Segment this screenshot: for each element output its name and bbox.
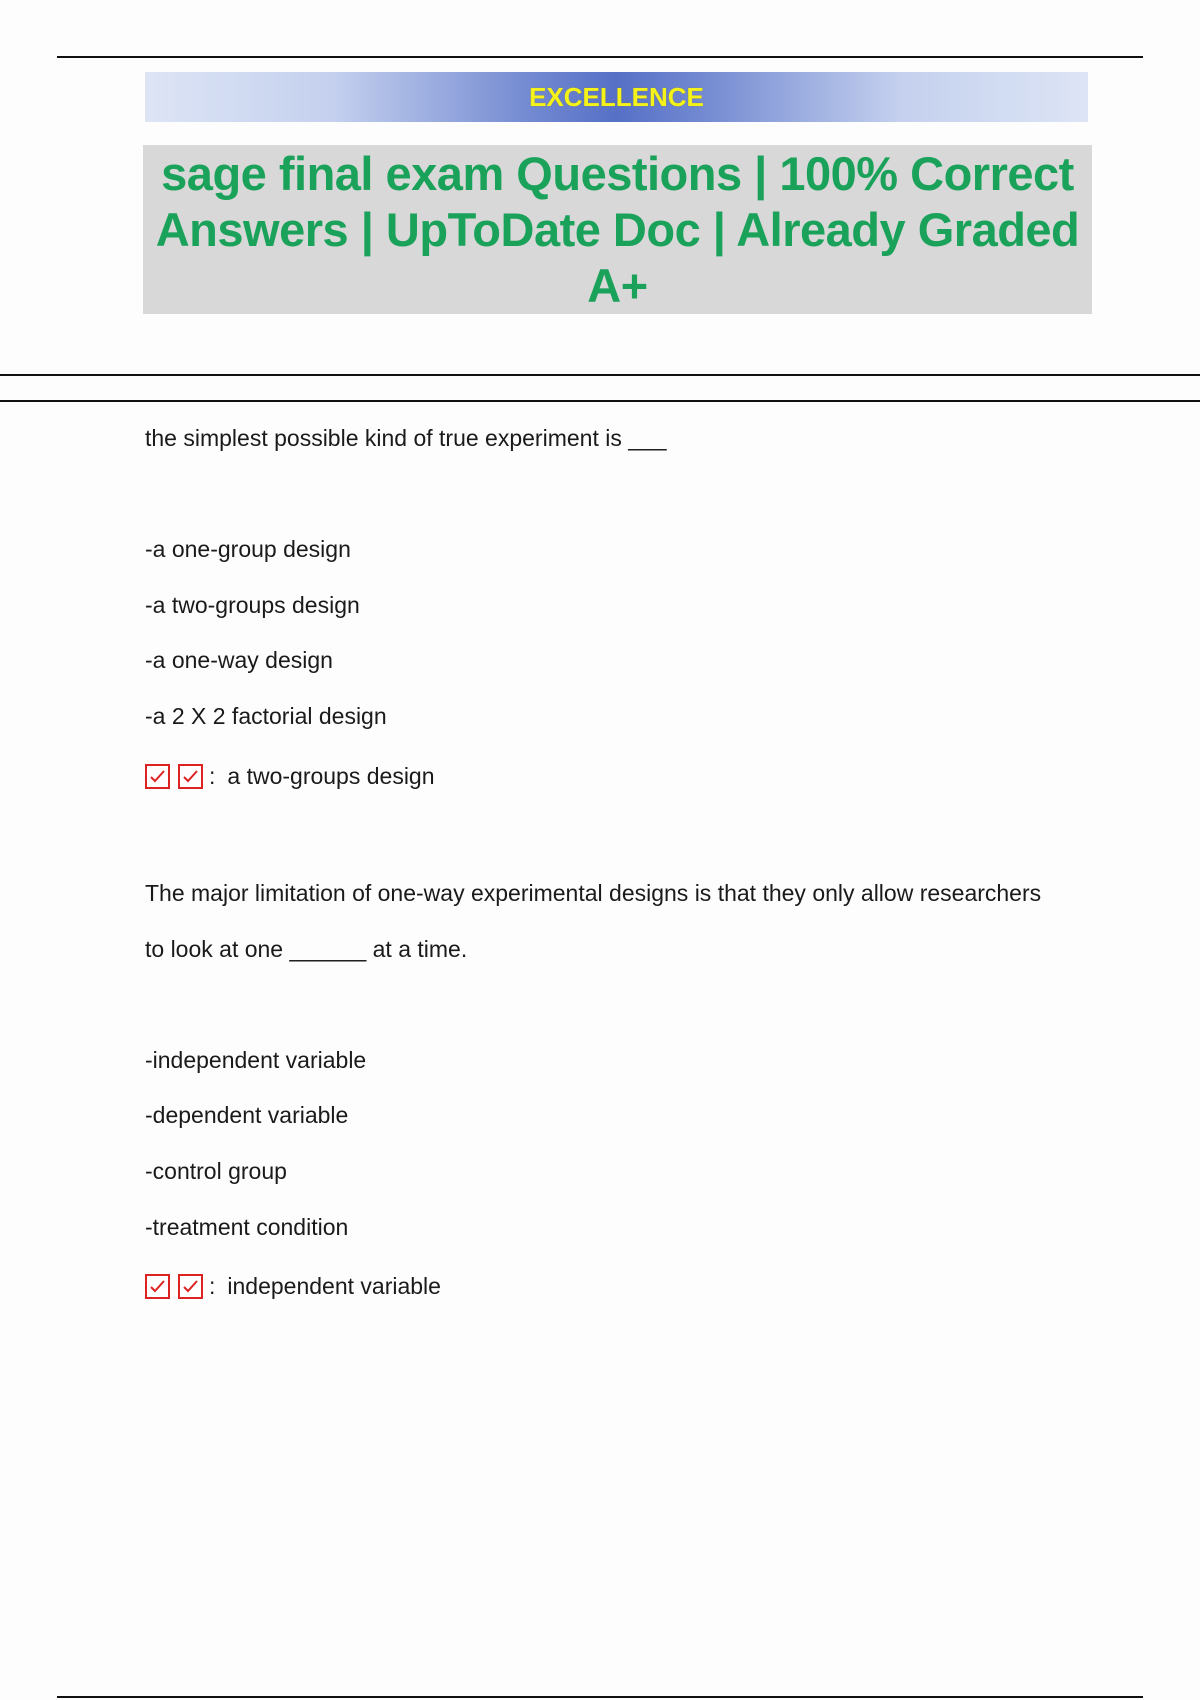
answer-colon: : <box>209 763 216 789</box>
answer-option: -a 2 X 2 factorial design <box>145 703 387 729</box>
answer-option: -independent variable <box>145 1047 367 1073</box>
answer-option: -a one-way design <box>145 647 333 673</box>
checkbox-checked-icon <box>178 1274 203 1299</box>
checkbox-checked-icon <box>145 1274 170 1299</box>
correct-answer <box>145 1272 441 1300</box>
excellence-banner <box>145 72 1088 122</box>
answer-option: -control group <box>145 1158 287 1184</box>
answer-text: independent variable <box>227 1273 441 1299</box>
question-prompt-continued: to look at one ______ at a time. <box>145 936 468 962</box>
bottom-divider <box>57 1696 1143 1698</box>
header-divider-1 <box>0 374 1200 376</box>
document-title-box <box>143 145 1092 314</box>
document-title: sage final exam Questions | 100% Correct Answers | UpToDate Doc | Already Graded A+ <box>155 146 1080 312</box>
answer-option: -a two-groups design <box>145 592 360 618</box>
answer-colon: : <box>209 1273 216 1299</box>
header-divider-2 <box>0 400 1200 402</box>
top-divider <box>57 56 1143 58</box>
question-prompt: the simplest possible kind of true experiment is ___ <box>145 425 667 451</box>
banner-label: EXCELLENCE <box>529 81 704 112</box>
answer-option: -dependent variable <box>145 1102 349 1128</box>
question-prompt: The major limitation of one-way experimental designs is that they only allow researchers <box>145 880 1042 906</box>
checkbox-checked-icon <box>178 764 203 789</box>
answer-option: -treatment condition <box>145 1214 349 1240</box>
correct-answer <box>145 762 435 790</box>
answer-option: -a one-group design <box>145 536 351 562</box>
answer-text: a two-groups design <box>227 763 435 789</box>
checkbox-checked-icon <box>145 764 170 789</box>
